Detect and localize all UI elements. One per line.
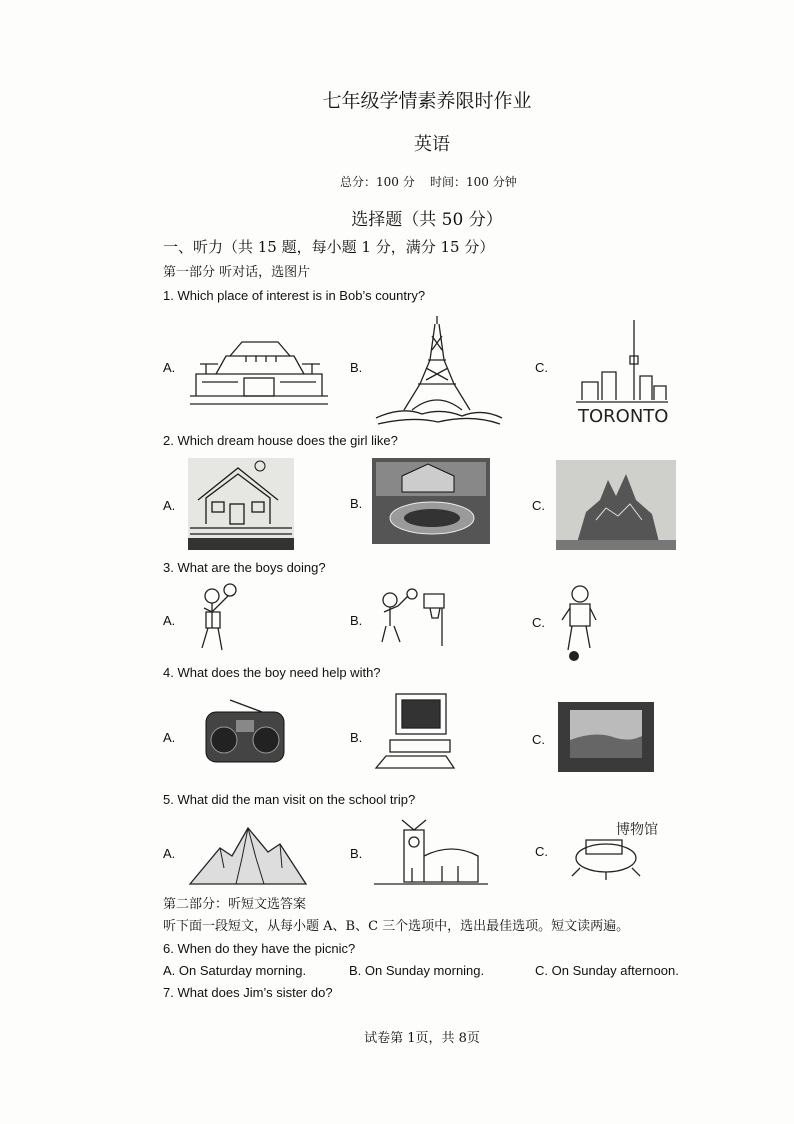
subject-title: 英语 (414, 134, 450, 155)
museum-image (566, 818, 676, 884)
museum-label: 博物馆 (616, 822, 658, 838)
volleyball-player-image (190, 582, 240, 656)
score-time-line: 总分：100 分 时间：100 分钟 (340, 175, 517, 189)
q1-option-c-label: C. (535, 360, 548, 375)
sub-two-heading: 第二部分：听短文选答案 (163, 897, 307, 912)
television-image (556, 700, 656, 774)
q2-option-b-label: B. (350, 496, 363, 511)
sub-one-heading: 第一部分 听对话，选图片 (163, 265, 311, 280)
section-title: 选择题（共 50 分） (351, 210, 503, 230)
page-title: 七年级学情素养限时作业 (322, 90, 532, 112)
q6-option-c: C. On Sunday afternoon. (535, 963, 679, 978)
church-building-image (372, 816, 490, 888)
q4-option-a-label: A. (163, 730, 176, 745)
q2-option-c-label: C. (532, 498, 545, 513)
mountain-image (186, 818, 310, 888)
q1-option-b-label: B. (350, 360, 363, 375)
question-6: 6. When do they have the picnic? (163, 941, 356, 956)
q5-option-a-label: A. (163, 846, 176, 861)
sub-two-instruction: 听下面一段短文，从每小题 A、B、C 三个选项中，选出最佳选项。短文读两遍。 (163, 919, 630, 934)
q3-option-c-label: C. (532, 615, 545, 630)
computer-image (372, 690, 458, 774)
q1-option-a-label: A. (163, 360, 176, 375)
q6-option-b: B. On Sunday morning. (349, 963, 485, 978)
page-footer: 试卷第 1页，共 8页 (364, 1031, 480, 1046)
cottage-house-image (188, 458, 294, 550)
pool-house-image (372, 458, 490, 544)
q3-option-b-label: B. (350, 613, 363, 628)
q5-option-b-label: B. (350, 846, 363, 861)
question-1: 1. Which place of interest is in Bob’s country? (163, 288, 426, 303)
toronto-label: TORONTO (578, 406, 669, 427)
football-player-image (556, 580, 602, 662)
question-7: 7. What does Jim’s sister do? (163, 985, 333, 1000)
q4-option-b-label: B. (350, 730, 363, 745)
radio-cassette-image (200, 696, 290, 768)
q6-option-a: A. On Saturday morning. (163, 963, 307, 978)
q5-option-c-label: C. (535, 844, 548, 859)
question-2: 2. Which dream house does the girl like? (163, 433, 398, 448)
toronto-skyline-image (574, 316, 670, 428)
question-3: 3. What are the boys doing? (163, 560, 326, 575)
part-one-heading: 一、听力（共 15 题，每小题 1 分，满分 15 分） (163, 238, 495, 256)
castle-rock-image (556, 460, 676, 550)
eiffel-tower-image (372, 310, 506, 426)
q3-option-a-label: A. (163, 613, 176, 628)
question-4: 4. What does the boy need help with? (163, 665, 381, 680)
tiananmen-image (186, 334, 332, 410)
q4-option-c-label: C. (532, 732, 545, 747)
basketball-player-image (372, 584, 448, 648)
question-5: 5. What did the man visit on the school trip? (163, 792, 416, 807)
q2-option-a-label: A. (163, 498, 176, 513)
